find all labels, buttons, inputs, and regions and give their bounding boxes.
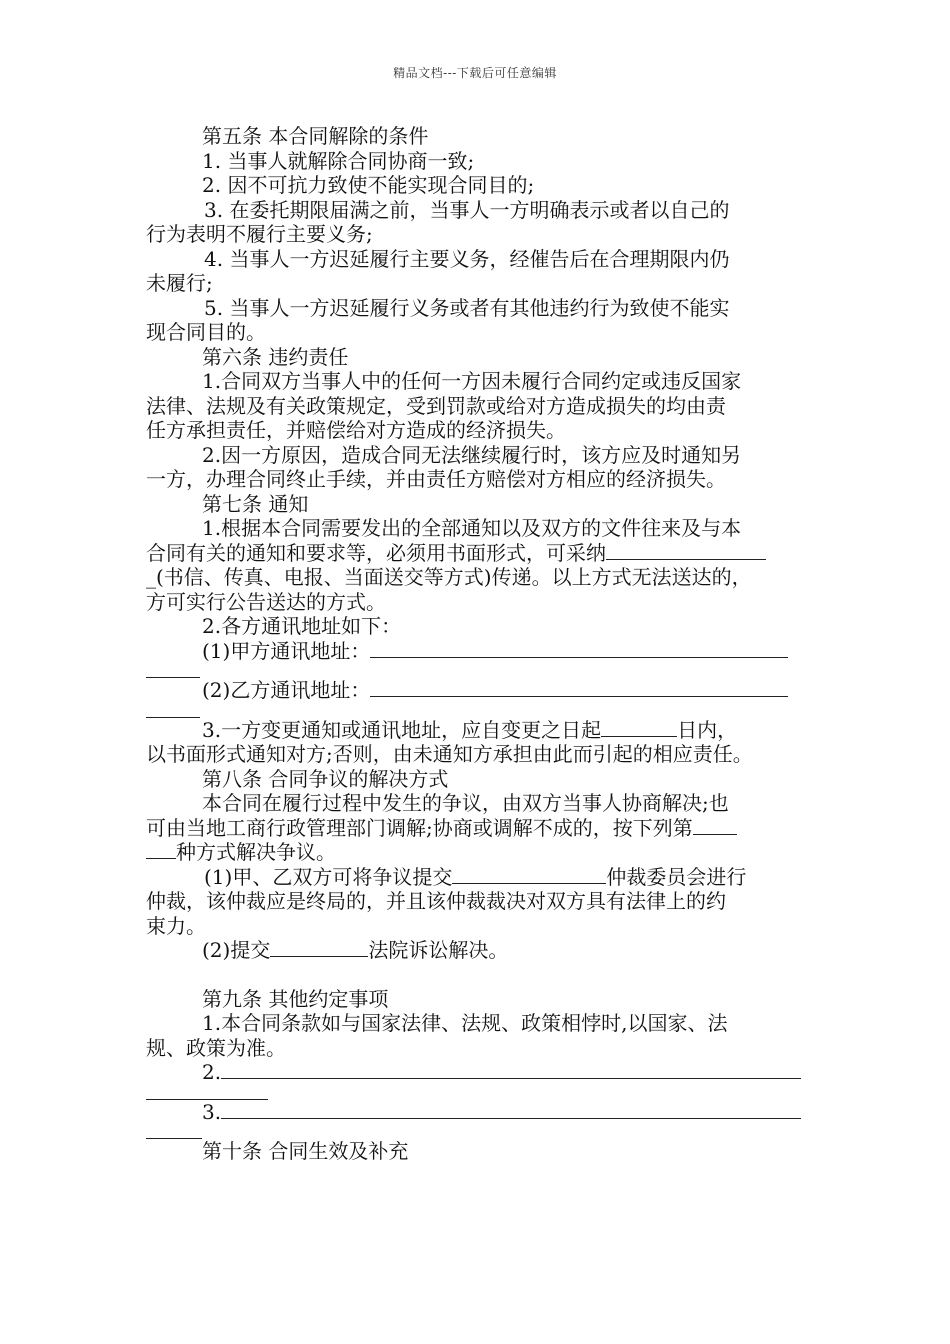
blank-item-2 [221, 1062, 801, 1079]
article-9-item-2-cont [146, 1085, 810, 1100]
article-8-para-line-1: 本合同在履行过程中发生的争议，由双方当事人协商解决;也 [202, 791, 729, 815]
blank-method [606, 543, 766, 560]
article-5-item-5-line-2: 现合同目的。 [146, 320, 266, 344]
blank-court [270, 940, 368, 957]
address-party-a-label: (1)甲方通讯地址： [202, 638, 371, 663]
article-8-option-1-text: (1)甲、乙双方可将争议提交 [204, 864, 453, 889]
article-8-option-2-end: 法院诉讼解决。 [368, 938, 509, 962]
article-8-option-1-end: 仲裁委员会进行 [606, 864, 747, 889]
article-5-item-4-line-2: 未履行; [146, 271, 213, 295]
article-8-para-line-3-text: 种方式解决争议。 [176, 840, 336, 864]
blank-method-no-cont [146, 842, 176, 859]
article-8-option-2 [146, 938, 810, 963]
article-7-title: 第七条 通知 [202, 491, 309, 516]
article-7-item-3-text: 3.一方变更通知或通讯地址，应自变更之日起 [202, 717, 602, 742]
article-9-item-3-cont [146, 1124, 810, 1139]
article-6-item-1-line-3: 任方承担责任，并赔偿给对方造成的经济损失。 [146, 418, 566, 442]
article-5-item-3-line-2: 行为表明不履行主要义务; [146, 222, 373, 246]
article-8-para-line-2-text: 可由当地工商行政管理部门调解;协商或调解不成的，按下列第 [146, 815, 693, 840]
article-5-item-3-line-1: 3. 在委托期限届满之前，当事人一方明确表示或者以自己的 [204, 197, 730, 222]
blank-item-3 [221, 1102, 801, 1119]
blank-address-b-cont [146, 703, 200, 718]
article-7-item-3-end: 日内， [677, 717, 738, 742]
article-6-item-1-line-2: 法律、法规及有关政策规定，受到罚款或给对方造成损失的均由责 [146, 393, 726, 418]
blank-days [601, 720, 677, 737]
blank-address-a-cont [146, 663, 200, 678]
blank-item-2-cont [146, 1085, 268, 1100]
blank-address-b [370, 680, 788, 697]
blank-method-no [693, 818, 737, 835]
spacer [146, 963, 810, 987]
address-party-b [146, 678, 810, 703]
article-8-option-1-line-3: 束力。 [146, 913, 206, 938]
blank-item-3-cont [146, 1124, 202, 1139]
article-8-title: 第八条 合同争议的解决方式 [202, 766, 449, 791]
article-7-item-1-line-1: 1.根据本合同需要发出的全部通知以及双方的文件往来及与本 [202, 516, 742, 540]
address-party-b-label: (2)乙方通讯地址： [202, 678, 371, 702]
article-6-item-2-line-2: 一方，办理合同终止手续，并由责任方赔偿对方相应的经济损失。 [146, 467, 726, 491]
article-7-item-1-line-2-text: 合同有关的通知和要求等，必须用书面形式，可采纳 [146, 540, 606, 565]
blank-arbitration [452, 867, 606, 884]
address-party-a [146, 639, 810, 664]
blank-address-a [370, 641, 788, 658]
article-10-title: 第十条 合同生效及补充 [202, 1139, 409, 1163]
article-5-item-2: 2. 因不可抗力致使不能实现合同目的; [202, 173, 535, 197]
article-7-item-1-line-3: _(书信、传真、电报、当面送交等方式)传递。以上方式无法送达的， [146, 565, 752, 589]
article-5-item-1: 1. 当事人就解除合同协商一致; [202, 148, 475, 173]
article-9-item-2 [146, 1060, 810, 1085]
article-8-para-line-2 [146, 816, 810, 841]
article-6-item-1-line-1: 1.合同双方当事人中的任何一方因未履行合同约定或违反国家 [202, 369, 742, 393]
article-9-item-1-line-1: 1.本合同条款如与国家法律、法规、政策相悖时,以国家、法 [202, 1011, 728, 1035]
article-6-item-2-line-1: 2.因一方原因，造成合同无法继续履行时，该方应及时通知另 [202, 442, 742, 467]
article-7-item-3-line-1 [146, 718, 810, 743]
article-5-item-4-line-1: 4. 当事人一方迟延履行主要义务，经催告后在合理期限内仍 [204, 246, 730, 271]
article-8-para-line-3 [146, 840, 810, 865]
article-5-item-5-line-1: 5. 当事人一方迟延履行义务或者有其他违约行为致使不能实 [204, 295, 730, 320]
article-8-option-1-line-2: 仲裁，该仲裁应是终局的，并且该仲裁裁决对双方具有法律上的约 [146, 889, 726, 913]
document-body [146, 124, 810, 1164]
article-7-item-1-line-2 [146, 541, 810, 566]
article-9-item-2-num: 2. [202, 1060, 222, 1084]
article-7-item-1-line-4: 方可实行公告送达的方式。 [146, 589, 386, 614]
article-7-item-2: 2.各方通讯地址如下： [202, 614, 402, 638]
article-9-item-3 [146, 1100, 810, 1125]
article-6-title: 第六条 违约责任 [202, 344, 349, 369]
address-party-b-cont [146, 703, 810, 718]
article-5-title: 第五条 本合同解除的条件 [202, 124, 429, 148]
page-header: 精品文档---下载后可任意编辑 [393, 66, 557, 80]
article-9-title: 第九条 其他约定事项 [202, 986, 389, 1011]
article-9-item-3-num: 3. [202, 1099, 222, 1124]
article-9-item-1-line-2: 规、政策为准。 [146, 1035, 286, 1060]
article-8-option-2-text: (2)提交 [202, 938, 271, 962]
address-party-a-cont [146, 663, 810, 678]
article-7-item-3-line-2: 以书面形式通知对方;否则，由未通知方承担由此而引起的相应责任。 [146, 742, 753, 766]
article-8-option-1-line-1 [146, 865, 810, 890]
